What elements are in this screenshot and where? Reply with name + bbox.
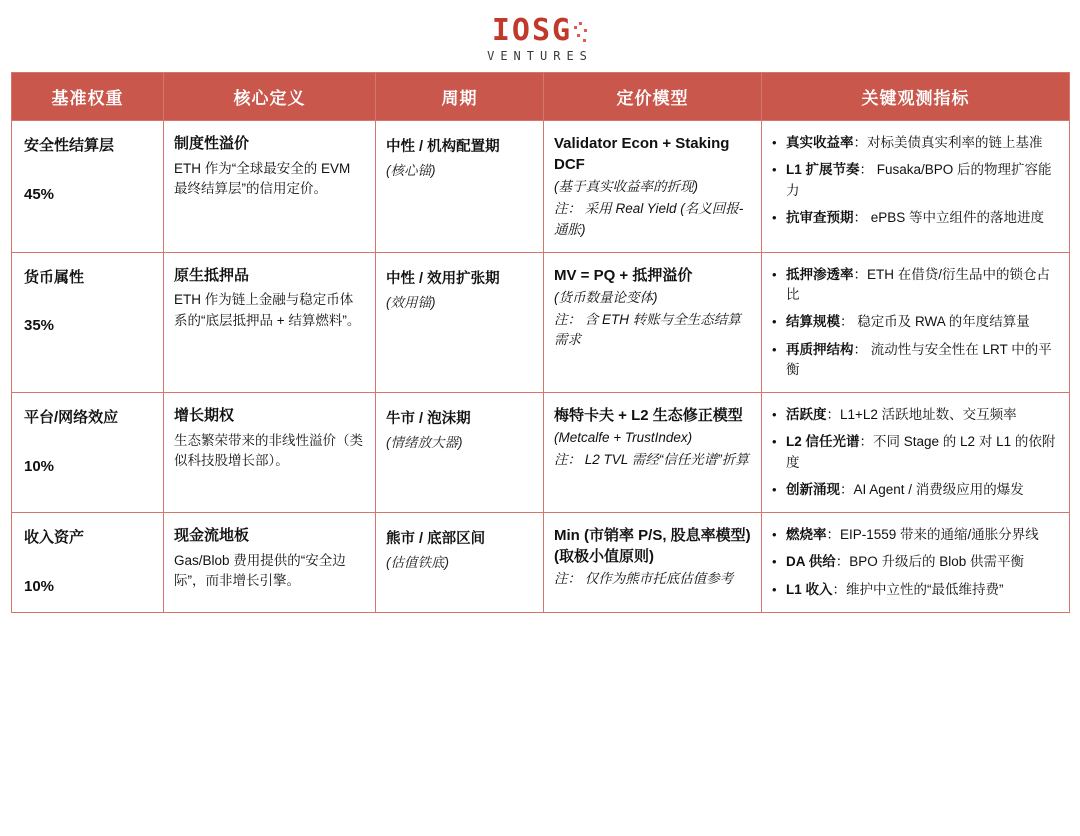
metric-text: ：AI Agent / 消费级应用的爆发 <box>840 481 1024 497</box>
cell-weight <box>12 513 164 613</box>
pricing-model-title: Min (市销率 P/S, 股息率模型)(取极小值原则) <box>554 527 751 565</box>
metric-text: ：ETH 在借贷/衍生品中的锁仓占比 <box>786 266 1051 302</box>
cell-weight <box>12 252 164 392</box>
weight-label: 收入资产 <box>24 529 85 546</box>
metric-text: ：L1+L2 活跃地址数、交互频率 <box>826 407 1017 422</box>
table-row <box>12 513 1070 613</box>
logo-wordmark: IOSG <box>491 12 573 48</box>
list-item <box>772 525 1059 545</box>
weight-percent: 35% <box>24 317 55 335</box>
pricing-model-note: 注： 含 ETH 转账与全生态结算需求 <box>554 312 741 348</box>
weight-percent: 10% <box>24 457 55 475</box>
cell-definition <box>164 513 376 613</box>
weight-label: 安全性结算层 <box>24 137 115 154</box>
pricing-model-title: Validator Econ + Staking DCF <box>554 135 730 173</box>
metric-label: L1 扩展节奏 <box>786 162 860 178</box>
pricing-model-note: 注： 仅作为熊市托底估值参考 <box>554 571 734 586</box>
metric-label: 创新涌现 <box>786 481 840 497</box>
table-row <box>12 393 1070 513</box>
list-item <box>772 265 1059 306</box>
list-item <box>772 552 1059 572</box>
weight-percent: 10% <box>24 577 55 595</box>
metric-label: 再质押结构 <box>786 341 854 357</box>
cell-key-metrics <box>762 121 1070 253</box>
list-item <box>772 432 1059 473</box>
cell-pricing-model <box>544 252 762 392</box>
definition-title: 制度性溢价 <box>174 135 250 152</box>
pricing-model-title: MV = PQ + 抵押溢价 <box>554 266 693 284</box>
metric-label: 燃烧率 <box>786 527 827 542</box>
logo-subtitle: VENTURES <box>487 48 593 63</box>
cell-pricing-model <box>544 121 762 253</box>
weight-label: 货币属性 <box>24 268 85 286</box>
cell-definition <box>164 121 376 253</box>
column-header-definition: 核心定义 <box>164 73 376 121</box>
metric-label: 结算规模 <box>786 314 840 330</box>
metric-label: 抵押渗透率 <box>786 266 854 282</box>
table-body <box>12 121 1070 613</box>
list-item <box>772 340 1059 381</box>
pricing-model-subtitle: (货币数量论变体) <box>554 289 658 305</box>
logo-mark <box>491 12 588 48</box>
pricing-model-subtitle: (基于真实收益率的折现) <box>554 179 698 194</box>
cycle-phase: 熊市 / 底部区间 <box>386 531 486 547</box>
cycle-phase: 中性 / 效用扩张期 <box>386 270 500 287</box>
metric-text: ：EIP-1559 带来的通缩/通胀分界线 <box>826 527 1039 542</box>
cycle-phase: 牛市 / 泡沫期 <box>386 411 471 427</box>
cell-pricing-model <box>544 393 762 513</box>
pricing-model-subtitle: (Metcalfe + TrustIndex) <box>554 430 693 445</box>
list-item <box>772 133 1059 153</box>
definition-body: ETH 作为“全球最安全的 EVM 最终结算层”的信用定价。 <box>174 160 351 197</box>
cell-key-metrics <box>762 393 1070 513</box>
cell-weight <box>12 121 164 253</box>
metric-label: DA 供给 <box>786 554 836 570</box>
list-item <box>772 580 1059 600</box>
cycle-anchor: (效用锚) <box>386 294 436 310</box>
cycle-anchor: (估值铁底) <box>386 554 449 570</box>
metric-text: ：对标美债真实利率的链上基准 <box>853 135 1043 150</box>
metric-label: 真实收益率 <box>786 135 854 150</box>
brand-logo <box>0 0 1080 72</box>
table-header <box>12 73 1070 121</box>
cell-weight <box>12 393 164 513</box>
metric-label: 活跃度 <box>786 407 827 422</box>
list-item <box>772 480 1059 500</box>
definition-body: 生态繁荣带来的非线性溢价（类似科技股增长部）。 <box>174 432 363 469</box>
valuation-framework-table <box>11 72 1070 613</box>
column-header-weight: 基准权重 <box>12 73 164 121</box>
list-item <box>772 312 1059 332</box>
cell-cycle <box>376 513 544 613</box>
column-header-key-metrics: 关键观测指标 <box>762 73 1070 121</box>
weight-label: 平台/网络效应 <box>24 409 119 426</box>
list-item <box>772 160 1059 201</box>
metric-text: ： 流动性与安全性在 LRT 中的平衡 <box>786 341 1052 377</box>
pricing-model-title: 梅特卡夫 + L2 生态修正模型 <box>554 407 743 424</box>
definition-body: ETH 作为链上金融与稳定币体系的“底层抵押品 + 结算燃料”。 <box>174 292 361 329</box>
metric-label: L2 信任光谱 <box>786 434 860 450</box>
metric-label: 抗审查预期 <box>786 209 854 225</box>
metrics-list <box>772 405 1059 500</box>
cell-definition <box>164 252 376 392</box>
metric-text: ： 稳定币及 RWA 的年度结算量 <box>840 314 1030 330</box>
list-item <box>772 405 1059 425</box>
cycle-anchor: (情绪放大器) <box>386 434 463 450</box>
metric-label: L1 收入 <box>786 581 833 597</box>
definition-title: 现金流地板 <box>174 527 250 544</box>
pricing-model-note: 注： 采用 Real Yield (名义回报-通胀) <box>554 201 744 237</box>
metrics-list <box>772 133 1059 228</box>
cycle-anchor: (核心锚) <box>386 162 436 178</box>
weight-percent: 45% <box>24 185 55 203</box>
logo-dots-icon <box>574 20 588 46</box>
cycle-phase: 中性 / 机构配置期 <box>386 139 500 155</box>
table-row <box>12 252 1070 392</box>
cell-key-metrics <box>762 513 1070 613</box>
cell-key-metrics <box>762 252 1070 392</box>
cell-pricing-model <box>544 513 762 613</box>
metric-text: ：BPO 升级后的 Blob 供需平衡 <box>835 554 1025 570</box>
metrics-list <box>772 265 1059 380</box>
cell-cycle <box>376 121 544 253</box>
definition-title: 原生抵押品 <box>174 266 250 284</box>
column-header-pricing-model: 定价模型 <box>544 73 762 121</box>
table-row <box>12 121 1070 253</box>
cell-cycle <box>376 252 544 392</box>
header-row <box>12 73 1070 121</box>
cell-cycle <box>376 393 544 513</box>
list-item <box>772 208 1059 228</box>
metric-text: ：维护中立性的“最低维持费” <box>832 581 1004 597</box>
definition-body: Gas/Blob 费用提供的“安全边际”，而非增长引擎。 <box>174 552 346 589</box>
column-header-cycle: 周期 <box>376 73 544 121</box>
metric-text: ： Fusaka/BPO 后的物理扩容能力 <box>786 162 1052 198</box>
definition-title: 增长期权 <box>174 407 235 424</box>
metrics-list <box>772 525 1059 600</box>
metric-text: ： ePBS 等中立组件的落地进度 <box>853 209 1045 225</box>
cell-definition <box>164 393 376 513</box>
pricing-model-note: 注： L2 TVL 需经“信任光谱”折算 <box>554 452 749 468</box>
metric-text: ：不同 Stage 的 L2 对 L1 的依附度 <box>786 434 1056 470</box>
